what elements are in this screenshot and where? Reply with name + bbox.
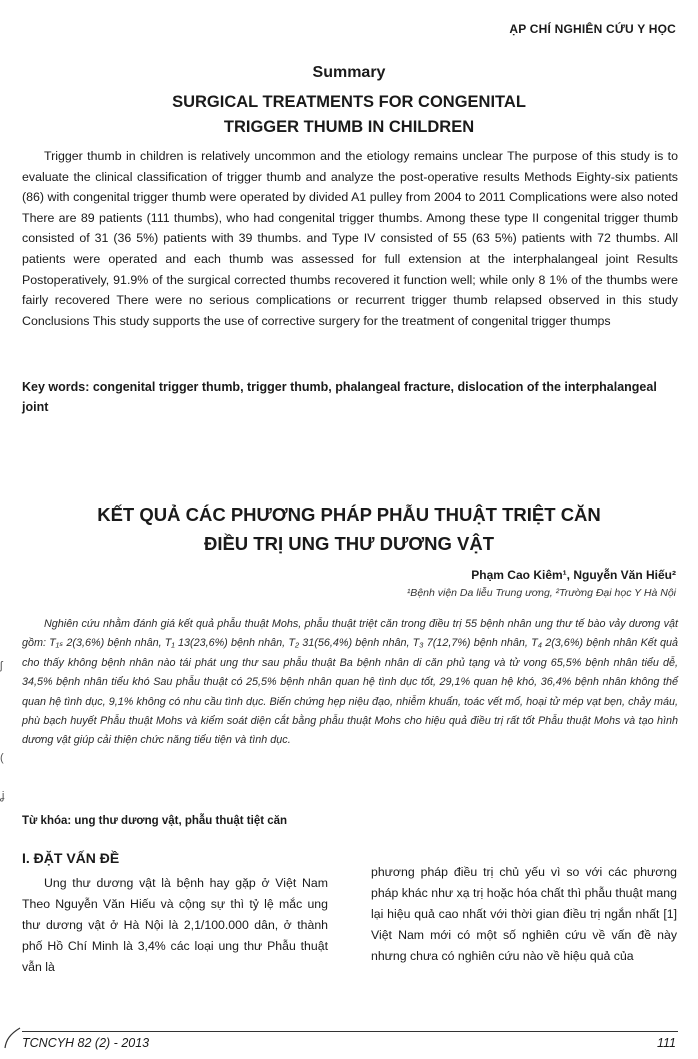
affiliations: ¹Bệnh viện Da liễu Trung ương, ²Trường Đại học Y Hà Nội bbox=[406, 587, 676, 599]
corner-curl-mark bbox=[2, 1024, 22, 1050]
vietnamese-title bbox=[0, 500, 698, 558]
margin-mark: ʝ bbox=[0, 790, 5, 802]
page-number: 111 bbox=[656, 1036, 676, 1050]
vietnamese-title-line-2: ĐIỀU TRỊ UNG THƯ DƯƠNG VẬT bbox=[203, 533, 495, 554]
body-right-column bbox=[371, 862, 677, 967]
english-title-line-2: TRIGGER THUMB IN CHILDREN bbox=[223, 118, 475, 136]
english-title-line-1: SURGICAL TREATMENTS FOR CONGENITAL bbox=[172, 93, 526, 111]
summary-heading: Summary bbox=[312, 64, 386, 81]
english-title bbox=[0, 90, 698, 140]
footer-citation: TCNCYH 82 (2) - 2013 bbox=[22, 1036, 150, 1050]
section-heading: I. ĐẶT VẤN ĐỀ bbox=[22, 850, 120, 866]
vietnamese-abstract: Nghiên cứu nhằm đánh giá kết quả phẫu thuật Mohs, phẫu thuật triệt căn trong điều trị 55 bệnh nhân ung thư tế bào vảy dương vật gồm: T₁ₛ 2(3,6%) bệnh nhân, T₁ 13(23,6%) bệnh nhân, T₂ 31(56,4%) bệnh nhân, T₃ 7(12,7%) bệnh nhân, T₄ 2(3,6%) bệnh nhân Kết quả cho thấy không bệnh nhân nào tái phát ung thư sau phẫu thuật Ba bệnh nhân di căn phủ tạng và tử vong 65,5% bệnh nhân tiểu dễ, 34,5% bệnh nhân tiểu khó Sau phẫu thuật có 25,5% bệnh nhân quan hệ tình dục tốt, 29,1% quan hệ khó, 36,4% bệnh nhân không thể quan hệ tình dục, 9,1% không có nhu cầu tình dục. Biến chứng hẹp niệu đạo, nhiễm khuẩn, toác vết mổ, hoại tử mép vạt bẹn, chảy máu, phù bạch huyết Phẫu thuật Mohs và kiểm soát diện cắt bằng phẫu thuật Mohs cho hiệu quả điều trị rất tốt Phẫu thuật Mohs và tạo hình dương vật giúp cải thiện chức năng tiểu tiện và tình dục. bbox=[22, 618, 678, 747]
authors: Phạm Cao Kiêm¹, Nguyễn Văn Hiếu² bbox=[471, 568, 676, 582]
journal-header: ẠP CHÍ NGHIÊN CỨU Y HỌC bbox=[509, 22, 676, 36]
footer-rule bbox=[22, 1031, 678, 1032]
margin-mark: ( bbox=[0, 752, 4, 764]
body-left-column bbox=[22, 848, 328, 978]
vietnamese-keywords: Từ khóa: ung thư dương vật, phẫu thuật tiệt căn bbox=[22, 815, 288, 827]
margin-mark: ʃ bbox=[0, 660, 3, 672]
body-paragraph-right: phương pháp điều trị chủ yếu vì so với các phương pháp khác như xạ trị hoặc hóa chất thì phẫu thuật mang lại hiệu quả cao nhất với thời gian điều trị ngắn nhất [1] Việt Nam mới có một số nghiên cứu về vấn đề này nhưng chưa có nghiên cứu nào về hiệu quả của bbox=[371, 865, 677, 963]
vietnamese-title-line-1: KẾT QUẢ CÁC PHƯƠNG PHÁP PHẪU THUẬT TRIỆT CĂN bbox=[97, 504, 601, 525]
body-paragraph-left: Ung thư dương vật là bệnh hay gặp ở Việt Nam Theo Nguyễn Văn Hiếu và cộng sự thì tỷ lệ mắc ung thư dương vật ở Hà Nội là 2,1/100.000 dân, ở thành phố Hồ Chí Minh là 3,4% các loại ung thư Phẫu thuật vẫn là bbox=[22, 876, 328, 974]
english-abstract: Trigger thumb in children is relatively uncommon and the etiology remains unclear The purpose of this study is to evaluate the clinical classification of trigger thumb and analyze the post-operative results Methods Eighty-six patients (86) with congenital trigger thumb were operated by divided A1 pulley from 2004 to 2011 Complications were also noted There are 89 patients (111 thumbs), who had congenital trigger thumbs. Among these type II congenital trigger thumb consisted of 31 (36 5%) patients with 39 thumbs. and Type IV consisted of 55 (63 5%) patients with 72 thumbs. All patients were operated and each thumb was assessed for full extension at the interphalangeal joint Results Postoperatively, 91.9% of the surgical corrected thumbs recovered it function well; while only 8 1% of the thumbs were fairly recovered There were no serious complications or recurrent trigger thumb relapsed observed in this study Conclusions This study supports the use of corrective surgery for the treatment of congenital trigger thumps bbox=[22, 149, 678, 328]
english-keywords: Key words: congenital trigger thumb, trigger thumb, phalangeal fracture, dislocation of the interphalangeal joint bbox=[22, 380, 657, 414]
